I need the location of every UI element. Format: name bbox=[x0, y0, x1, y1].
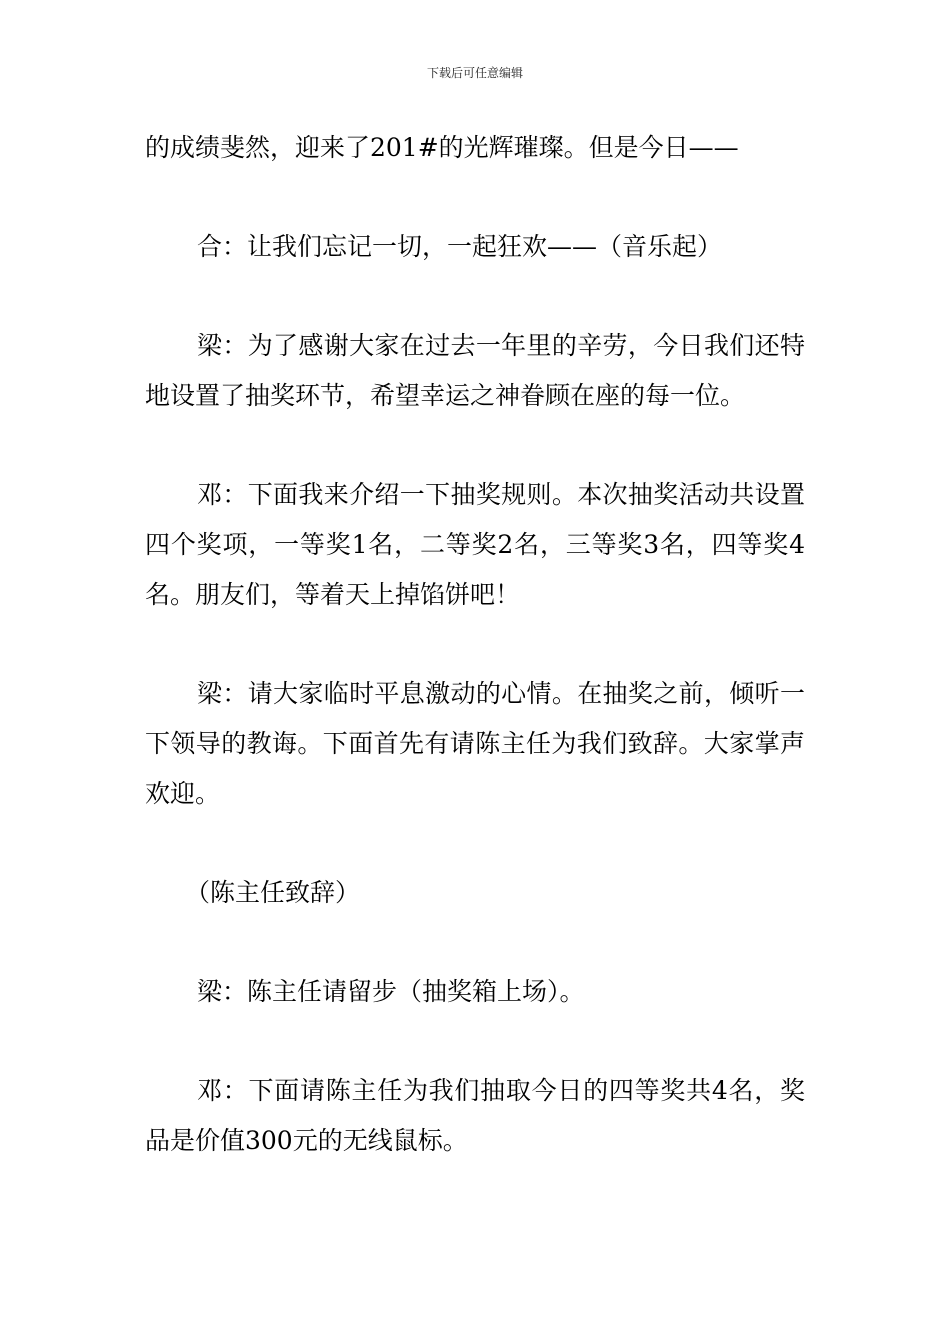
page-header-note: 下载后可任意编辑 bbox=[426, 66, 523, 80]
paragraph-deng-fourth-prize: 邓：下面请陈主任为我们抽取今日的四等奖共4名，奖品是价值300元的无线鼠标。 bbox=[145, 1076, 805, 1155]
paragraph-together: 合：让我们忘记一切，一起狂欢——（音乐起） bbox=[197, 232, 723, 261]
document-body bbox=[145, 123, 805, 1166]
paragraph-deng-lottery-rules: 邓：下面我来介绍一下抽奖规则。本次抽奖活动共设置四个奖项，一等奖1名，二等奖2名，三等奖3名，四等奖4名。朋友们，等着天上掉馅饼吧！ bbox=[145, 480, 805, 609]
paragraph-liang-lottery-intro: 梁：为了感谢大家在过去一年里的辛劳，今日我们还特地设置了抽奖环节，希望幸运之神眷顾在座的每一位。 bbox=[145, 331, 805, 410]
paragraph-liang-lottery-box: 梁：陈主任请留步（抽奖箱上场）。 bbox=[197, 977, 585, 1006]
paragraph-continuation: 的成绩斐然，迎来了201#的光辉璀璨。但是今日—— bbox=[145, 133, 739, 162]
paragraph-stage-direction: （陈主任致辞） bbox=[185, 878, 361, 907]
paragraph-liang-leader-speech: 梁：请大家临时平息激动的心情。在抽奖之前，倾听一下领导的教诲。下面首先有请陈主任为我们致辞。大家掌声欢迎。 bbox=[145, 679, 805, 808]
